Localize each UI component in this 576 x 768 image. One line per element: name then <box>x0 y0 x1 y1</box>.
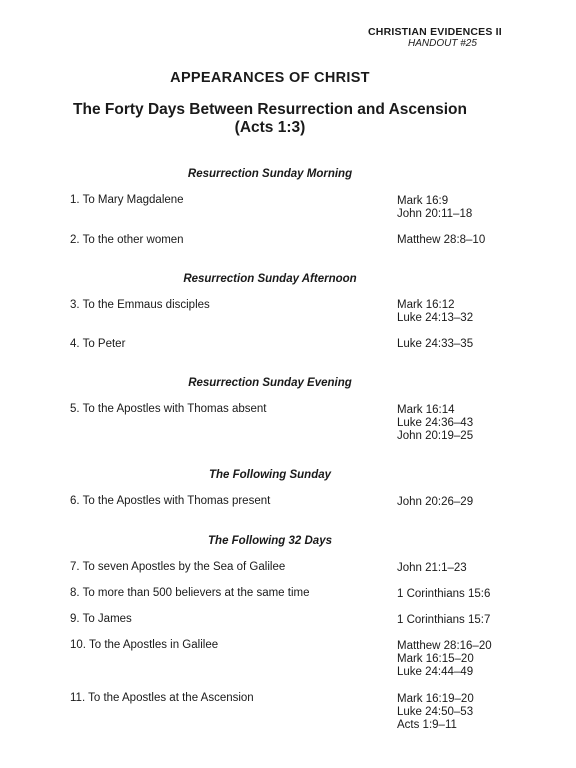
subtitle-line-2: (Acts 1:3) <box>234 119 306 136</box>
scripture-references <box>397 693 474 732</box>
scripture-ref: Mark 16:19–20 <box>397 693 474 705</box>
scripture-ref: Acts 1:9–11 <box>397 719 457 731</box>
appearance-label: 9. To James <box>70 613 132 625</box>
scripture-ref: Matthew 28:16–20 <box>397 640 492 652</box>
section-heading-following-32-days: The Following 32 Days <box>208 535 332 547</box>
scripture-ref: Mark 16:9 <box>397 195 449 207</box>
scripture-ref: Luke 24:33–35 <box>397 338 474 350</box>
section-heading-sunday-afternoon: Resurrection Sunday Afternoon <box>183 273 357 285</box>
page-title: APPEARANCES OF CHRIST <box>170 70 370 86</box>
section-heading-sunday-morning: Resurrection Sunday Morning <box>187 168 353 180</box>
appearance-label: 11. To the Apostles at the Ascension <box>70 692 254 704</box>
scripture-ref: 1 Corinthians 15:6 <box>397 588 491 600</box>
section-heading-following-sunday: The Following Sunday <box>208 469 332 481</box>
scripture-references <box>397 404 473 443</box>
scripture-references <box>397 234 485 247</box>
page-subtitle <box>0 101 540 137</box>
scripture-ref: Luke 24:50–53 <box>397 706 474 718</box>
scripture-references <box>397 614 490 627</box>
scripture-references <box>397 562 467 575</box>
appearance-label: 6. To the Apostles with Thomas present <box>70 495 271 507</box>
scripture-references <box>397 338 473 351</box>
scripture-ref: John 20:26–29 <box>397 496 474 508</box>
appearance-label: 4. To Peter <box>70 338 126 350</box>
scripture-ref: Matthew 28:8–10 <box>397 234 486 246</box>
scripture-references <box>397 640 492 679</box>
scripture-ref: 1 Corinthians 15:7 <box>397 614 491 626</box>
appearance-label: 7. To seven Apostles by the Sea of Galilee <box>70 561 286 573</box>
scripture-ref: Luke 24:13–32 <box>397 312 474 324</box>
scripture-ref: Mark 16:12 <box>397 299 455 311</box>
appearance-label: 3. To the Emmaus disciples <box>70 299 210 311</box>
appearance-label: 2. To the other women <box>70 234 184 246</box>
scripture-ref: Luke 24:44–49 <box>397 666 474 678</box>
section-heading-sunday-evening: Resurrection Sunday Evening <box>188 377 352 389</box>
scripture-references <box>397 195 472 221</box>
course-title: CHRISTIAN EVIDENCES II <box>368 26 502 38</box>
scripture-references <box>397 299 473 325</box>
scripture-references <box>397 588 490 601</box>
scripture-ref: John 20:11–18 <box>397 208 473 220</box>
scripture-ref: Mark 16:15–20 <box>397 653 474 665</box>
scripture-references <box>397 496 473 509</box>
appearance-label: 10. To the Apostles in Galilee <box>70 639 219 651</box>
scripture-ref: Luke 24:36–43 <box>397 417 474 429</box>
handout-number: HANDOUT #25 <box>408 38 477 49</box>
scripture-ref: John 20:19–25 <box>397 430 474 442</box>
scripture-ref: Mark 16:14 <box>397 404 455 416</box>
appearance-label: 1. To Mary Magdalene <box>70 194 184 206</box>
appearance-label: 5. To the Apostles with Thomas absent <box>70 403 267 415</box>
scripture-ref: John 21:1–23 <box>397 562 467 574</box>
subtitle-line-1: The Forty Days Between Resurrection and Ascension <box>73 101 467 118</box>
appearance-label: 8. To more than 500 believers at the same time <box>70 587 310 599</box>
